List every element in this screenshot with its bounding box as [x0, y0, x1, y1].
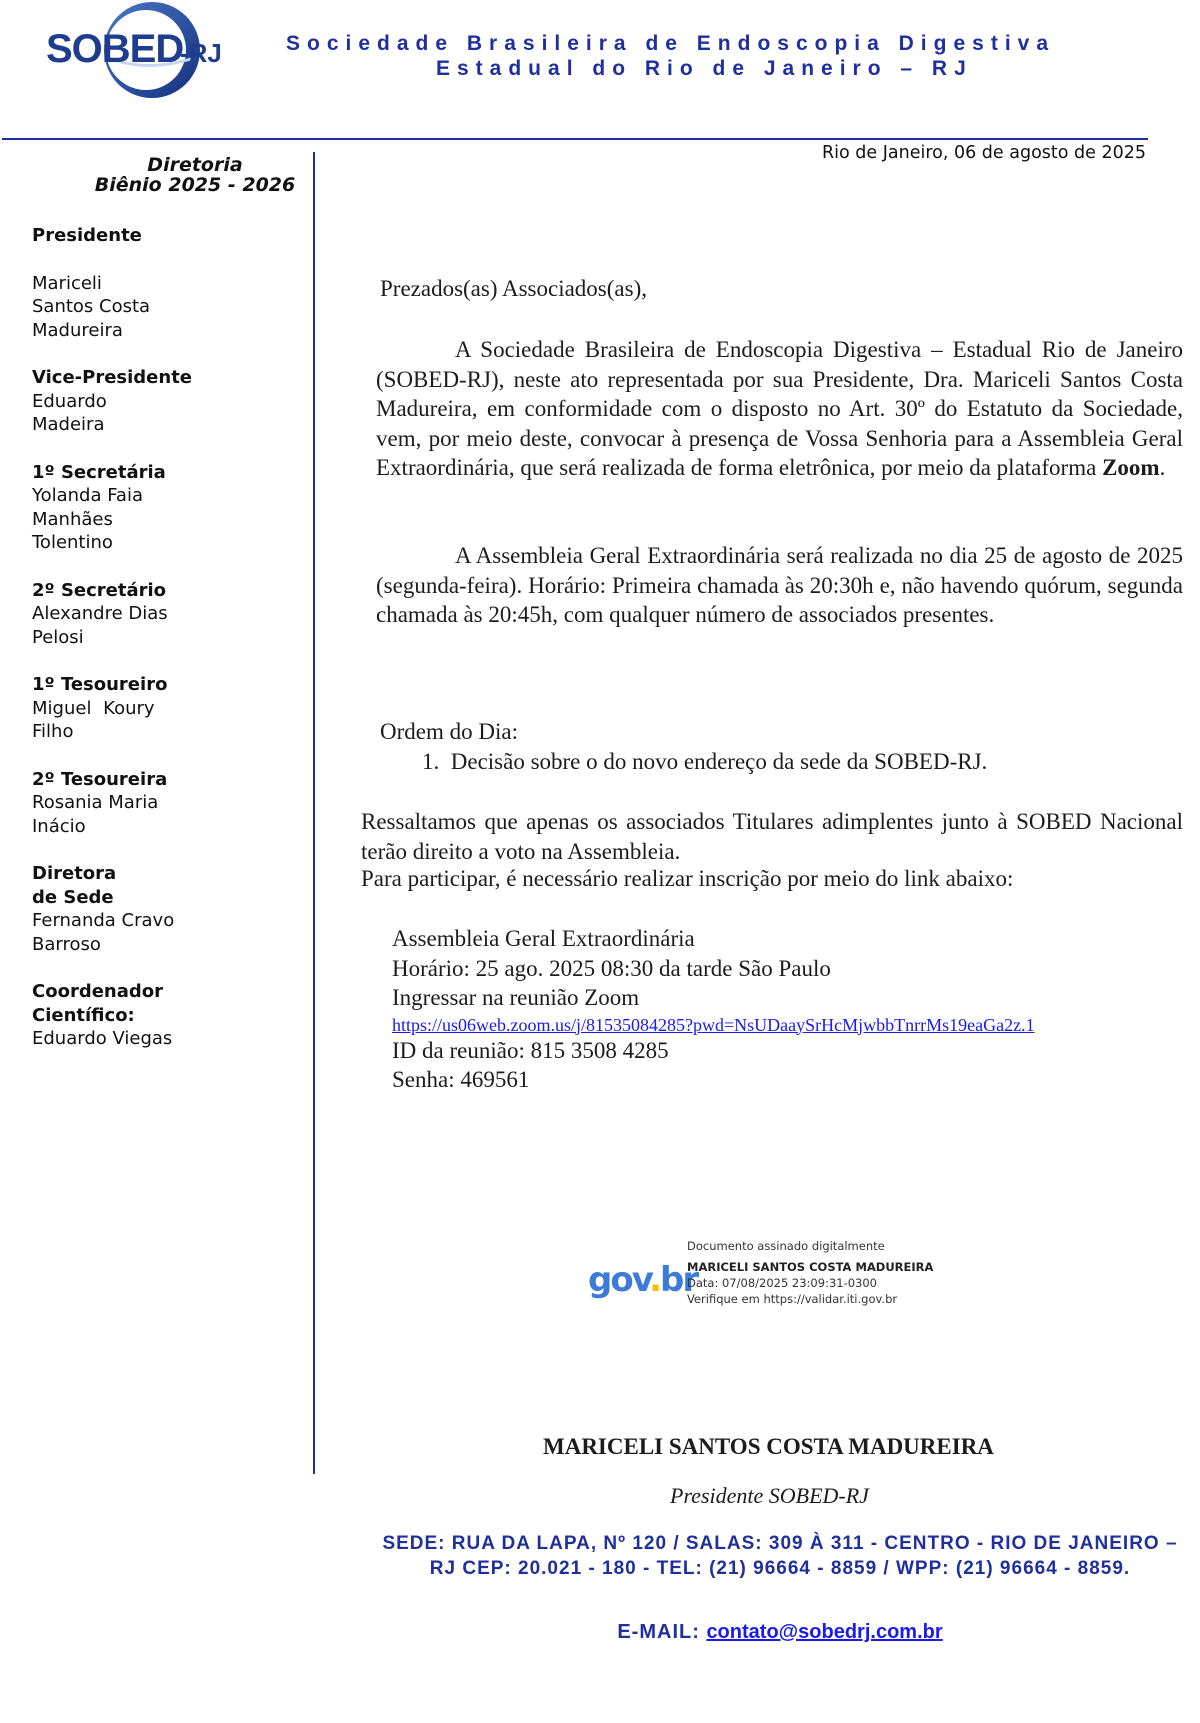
- signature-heading: Documento assinado digitalmente: [687, 1239, 885, 1253]
- paragraph-convocation-text: A Sociedade Brasileira de Endoscopia Digestiva – Estadual Rio de Janeiro (SOBED-RJ), neste ato representada por sua Presidente, Dra. Mariceli Santos Costa Madureira, em conformidade com o disposto no Art. 30º do Estatuto da Sociedade, vem, por meio deste, convocar à presença de Vossa Senhoria para a Assembleia Geral Extraordinária, que será realizada de forma eletrônica, por meio da plataforma: [376, 337, 1183, 480]
- email-label: E-MAIL:: [617, 1621, 707, 1643]
- board-member-name: Fernanda Cravo Barroso: [32, 910, 175, 955]
- footer-address: SEDE: RUA DA LAPA, Nº 120 / SALAS: 309 À 311 - CENTRO - RIO DE JANEIRO – RJ CEP: 20.021 - 180 - TEL: (21) 96664 - 8859 / WPP: (21) 96664 - 8859.: [382, 1533, 1178, 1579]
- paragraph-convocation: [376, 335, 1183, 483]
- board-entry-coordenador: [32, 980, 302, 1051]
- board-role: 2º Tesoureira: [32, 768, 168, 790]
- meeting-title: Assembleia Geral Extraordinária: [392, 926, 695, 951]
- board-entry-tesoureiro-1: [32, 673, 302, 744]
- meeting-join-label: Ingressar na reunião Zoom: [392, 985, 640, 1010]
- paragraph-voting-rights: Ressaltamos que apenas os associados Titulares adimplentes junto à SOBED Nacional terão direito a voto na Assembleia.: [361, 809, 1183, 864]
- signature-details: [687, 1238, 933, 1307]
- board-entry-diretora-sede: [32, 862, 302, 956]
- footer-email: [380, 1621, 1180, 1644]
- paragraph-registration: Para participar, é necessário realizar inscrição por meio do link abaixo:: [361, 866, 1014, 891]
- board-member-name: Mariceli Santos Costa Madureira: [32, 272, 151, 341]
- board-member-name: Eduardo Madeira: [32, 390, 107, 435]
- header-divider: [2, 138, 1148, 140]
- board-entry-presidente: [32, 224, 302, 342]
- organization-name: Sociedade Brasileira de Endoscopia Digestiva: [286, 32, 1056, 55]
- govbr-logo: [588, 1260, 697, 1300]
- govbr-logo-dot: .: [649, 1260, 661, 1300]
- svg-text:-RJ: -RJ: [180, 38, 222, 68]
- board-role: Vice-Presidente: [32, 367, 193, 388]
- board-entry-secretario-2: [32, 579, 302, 650]
- board-member-name: Miguel Koury Filho: [32, 697, 155, 742]
- signature-signer: MARICELI SANTOS COSTA MADUREIRA: [687, 1260, 934, 1274]
- board-role: Diretora de Sede: [32, 863, 117, 908]
- board-entry-vice: [32, 366, 302, 437]
- meeting-details: [392, 924, 1035, 1095]
- board-member-name: Eduardo Viegas: [32, 1028, 173, 1049]
- svg-text:SOBED: SOBED: [46, 27, 184, 71]
- board-member-name: Yolanda Faia Manhães Tolentino: [32, 485, 143, 553]
- agenda-title: Ordem do Dia:: [380, 719, 518, 744]
- letter-date: Rio de Janeiro, 06 de agosto de 2025: [822, 143, 1147, 163]
- board-title: [80, 155, 310, 195]
- salutation: Prezados(as) Associados(as),: [380, 276, 647, 301]
- board-title-line1: Diretoria: [147, 154, 243, 176]
- paragraph-schedule: A Assembleia Geral Extraordinária será realizada no dia 25 de agosto de 2025 (segunda-feira). Horário: Primeira chamada às 20:30h e, não havendo quórum, segunda chamada às 20:45h, com qualquer número de associados presentes.: [376, 543, 1183, 627]
- board-entry-secretaria-1: [32, 461, 302, 555]
- board-list: [32, 224, 302, 1075]
- board-member-name: Rosania Maria Inácio: [32, 792, 159, 837]
- meeting-password: Senha: 469561: [392, 1067, 530, 1092]
- board-role: 2º Secretário: [32, 579, 167, 601]
- organization-subtitle: Estadual do Rio de Janeiro – RJ: [436, 57, 973, 80]
- signature-verify: Verifique em https://validar.iti.gov.br: [687, 1292, 898, 1306]
- board-role: 1º Secretária: [32, 461, 166, 483]
- zoom-meeting-link[interactable]: https://us06web.zoom.us/j/81535084285?pwd=NsUDaaySrHcMjwbbTnrrMs19eaGa2z.1: [392, 1014, 1035, 1035]
- board-role: 1º Tesoureiro: [32, 674, 168, 695]
- signature-date: Data: 07/08/2025 23:09:31-0300: [687, 1276, 877, 1290]
- zoom-emphasis: Zoom: [1102, 455, 1160, 480]
- board-entry-tesoureira-2: [32, 768, 302, 839]
- meeting-id: ID da reunião: 815 3508 4285: [392, 1037, 669, 1063]
- agenda-item: 1. Decisão sobre o do novo endereço da sede da SOBED-RJ.: [422, 749, 988, 774]
- digital-signature-stamp: [588, 1238, 934, 1312]
- column-divider: [313, 152, 315, 1474]
- board-role: Coordenador Científico:: [32, 981, 164, 1026]
- paragraph-convocation-end: .: [1159, 455, 1166, 480]
- email-link[interactable]: contato@sobedrj.com.br: [706, 1621, 943, 1643]
- signer-name: MARICELI SANTOS COSTA MADUREIRA: [543, 1434, 994, 1459]
- board-role: Presidente: [32, 225, 142, 246]
- meeting-time: Horário: 25 ago. 2025 08:30 da tarde São Paulo: [392, 955, 831, 981]
- govbr-logo-gov: gov: [588, 1260, 650, 1300]
- board-title-line2: Biênio 2025 - 2026: [94, 174, 296, 196]
- govbr-logo-br: br: [660, 1260, 698, 1300]
- signer-title: Presidente SOBED-RJ: [670, 1483, 869, 1508]
- sobed-rj-logo: [44, 0, 244, 108]
- board-member-name: Alexandre Dias Pelosi: [32, 603, 168, 648]
